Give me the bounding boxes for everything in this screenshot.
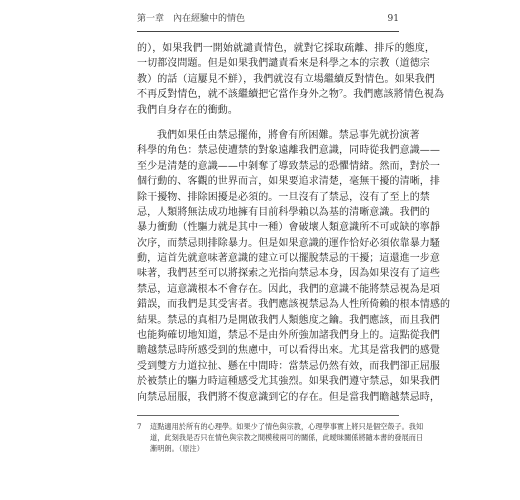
text-line: 味著，我們甚至可以將探索之光指向禁忌本身，因為如果沒有了這些 — [137, 268, 440, 280]
text-line: 個行動的、客觀的世界而言，如果要追求清楚，毫無干擾的清晰，排 — [137, 176, 440, 188]
text-line: 禁忌，這意識根本不會存在。因此，我們的意識不能將禁忌視為是項 — [137, 283, 440, 295]
footnote-text: 這點適用於所有的心理學。如果少了情色與宗教，心理學事實上將只是個空殼子。我知 — [150, 422, 424, 431]
chapter-title: 第一章 內在經驗中的情色 — [137, 14, 246, 24]
text-line: 的），如果我們一開始就譴責情色，就對它採取疏離、排斥的態度， — [137, 43, 435, 54]
text-line: 結果。禁忌的真相乃是開啟我們人類態度之鑰。我們應該，而且我們 — [137, 314, 440, 326]
footnote-divider — [137, 415, 399, 416]
text-line: 忌，人類將無法成功地擁有目前科學賴以為基的清晰意識。我們的 — [137, 206, 430, 218]
text-line: 不再反對情色，就不該繼續把它當作身外之物⁷。我們應該將情色視為 — [137, 89, 445, 101]
text-line: 於被禁止的驅力時這種感受尤其強烈。如果我們遵守禁忌，如果我們 — [137, 376, 440, 388]
text-line: 教）的話（這屢見不鮮），我們就沒有立場繼續反對情色。如果我們 — [137, 73, 435, 85]
paragraph — [137, 41, 445, 118]
footnote-line: 道，此刻我是否只在情色與宗教之間模稜兩可的關係，此曖昧關係將隨本書的發展而日 — [150, 433, 424, 443]
text-line: 除干擾物、排除困擾是必須的。一旦沒有了禁忌，沒有了至上的禁 — [137, 191, 430, 203]
paragraph — [137, 128, 451, 405]
footnote — [137, 421, 424, 455]
text-line: 錯誤，而我們是其受害者。我們應該視禁忌為人性所倚賴的根本情感的 — [137, 299, 451, 311]
footnote-line: 漸明朗。（原注） — [150, 444, 204, 454]
header-divider — [137, 31, 399, 32]
text-line: 動，這首先就意味著意識的建立可以擺脫禁忌的干擾；這還進一步意 — [137, 253, 440, 265]
text-line: 至少是清楚的意識——中剝奪了導致禁忌的恐懼情緒。然而，對於一 — [137, 160, 440, 172]
text-line: 我們自身存在的衝動。 — [137, 104, 238, 116]
footnote-line — [137, 421, 424, 432]
text-line: 一切都沒問題。但是如果我們譴責看來是科學之本的宗教（道德宗 — [137, 58, 430, 70]
text-line: 次序，而禁忌則排除暴力。但是如果意識的運作恰好必須依靠暴力騷 — [137, 237, 440, 249]
running-header — [137, 12, 399, 26]
text-line: 暴力衝動（性驅力就是其中一種）會破壞人類意識所不可或缺的寧靜 — [137, 222, 440, 234]
text-line: 也能夠確切地知道，禁忌不是由外所強加諸我們身上的。這點從我們 — [137, 330, 440, 342]
text-line: 我們如果任由禁忌擺佈，將會有所困難。禁忌事先就扮演著 — [157, 129, 420, 141]
text-line: 向禁忌屈服，我們將不復意識到它的存在。但是當我們瞻越禁忌時， — [137, 391, 440, 403]
text-line: 科學的角色：禁忌使遭禁的對象遠離我們意識，同時從我們意識—— — [137, 145, 440, 157]
page-number: 91 — [387, 14, 399, 24]
text-line: 瞻越禁忌時所感受到的焦慮中，可以看得出來。尤其是當我們的感覺 — [137, 345, 440, 357]
body-text — [137, 41, 451, 405]
text-line: 受到雙方力道拉扯、懸在中間時：當禁忌仍然有效，而我們卻正屈服 — [137, 360, 440, 372]
footnote-number: 7 — [137, 422, 142, 431]
